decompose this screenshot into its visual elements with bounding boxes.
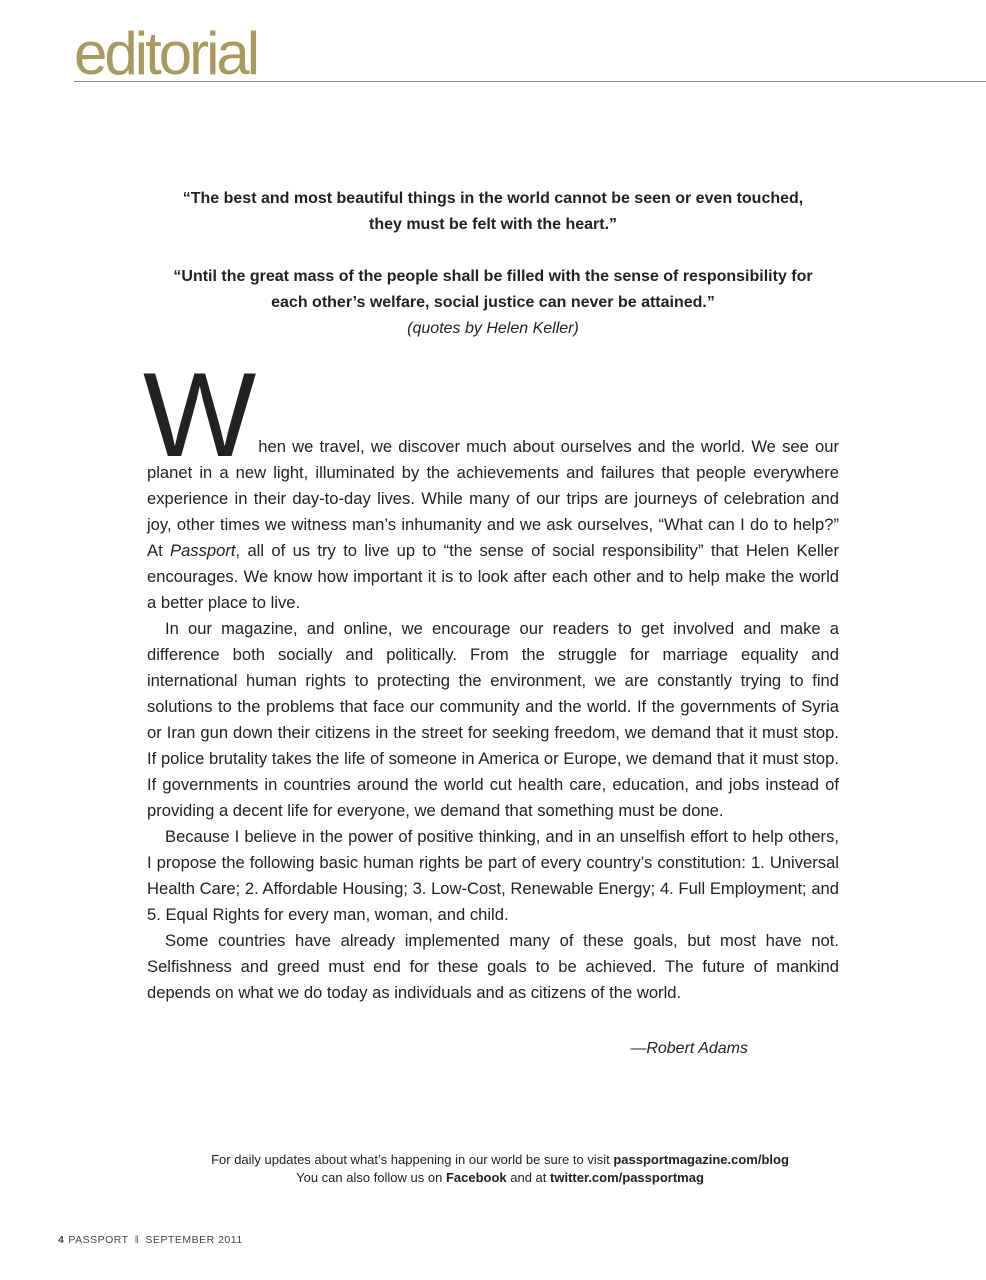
paragraph-2: In our magazine, and online, we encourage our readers to get involved and make a difference both socially and politically. From the struggle for marriage equality and international human rights to protecting the environment, we are constantly trying to find solutions to the problems that face our community and the world. If the governments of Syria or Iran gun down their citizens in the street for seeking freedom, we demand that it must stop. If police brutality takes the life of someone in America or Europe, we demand that it must stop. If governments in countries around the world cut health care, education, and jobs instead of providing a decent life for everyone, we demand that something must be done. <box>147 619 839 820</box>
footer-line-2-text-2: and at <box>506 1170 551 1185</box>
footer-line-2 <box>100 1169 900 1187</box>
author-signature: —Robert Adams <box>630 1040 748 1057</box>
quote-2-line-2: each other’s welfare, social justice can never be attained.” <box>271 294 715 311</box>
footer-line-1-text: For daily updates about what’s happening in our world be sure to visit <box>211 1152 614 1167</box>
blog-link[interactable]: passportmagazine.com/blog <box>613 1152 789 1167</box>
quotes-block <box>130 186 856 342</box>
footer-note <box>100 1151 900 1187</box>
paragraph-1-rest: , all of us try to live up to “the sense of social responsibility” that Helen Keller encourages. We know how important it is to look after each other and to help make the world a better place to live. <box>147 541 839 612</box>
footer-line-2-text-1: You can also follow us on <box>296 1170 446 1185</box>
issue-date: SEPTEMBER 2011 <box>145 1234 243 1246</box>
quote-gap <box>130 238 856 264</box>
article-body <box>143 348 839 1006</box>
paragraph-1 <box>143 348 839 616</box>
twitter-link[interactable]: twitter.com/passportmag <box>550 1170 704 1185</box>
magazine-name: PASSPORT <box>68 1234 129 1246</box>
paragraph-3: Because I believe in the power of positive thinking, and in an unselfish effort to help others, I propose the following basic human rights be part of every country’s constitution: 1. Universal Health Care; 2. Affordable Housing; 3. Low-Cost, Renewable Energy; 4. Full Employment; and 5. Equal Rights for every man, woman, and child. <box>147 827 839 924</box>
quote-1-line-1: “The best and most beautiful things in the world cannot be seen or even touched, <box>182 190 804 207</box>
quote-2-line-1: “Until the great mass of the people shall be filled with the sense of responsibility for <box>173 268 813 285</box>
quote-attribution: (quotes by Helen Keller) <box>407 320 579 337</box>
page-folio <box>58 1234 243 1246</box>
magazine-name-italic: Passport <box>170 541 236 560</box>
drop-cap: W <box>143 348 257 482</box>
quote-1-line-2: they must be felt with the heart.” <box>368 216 618 233</box>
footer-line-1 <box>100 1151 900 1169</box>
paragraph-4: Some countries have already implemented many of these goals, but most have not. Selfishness and greed must end for these goals to be achieved. The future of mankind depends on what we do today as individuals and as citizens of the world. <box>147 931 839 1002</box>
paragraph-1-text: hen we travel, we discover much about ourselves and the world. We see our planet in a new light, illuminated by the achievements and failures that people everywhere experience in their day-to-day lives. While many of our trips are journeys of celebration and joy, other times we witness man’s inhumanity and we ask ourselves, “What can I do to help?” At <box>147 437 839 560</box>
title-divider <box>74 81 986 82</box>
facebook-link[interactable]: Facebook <box>445 1170 507 1185</box>
section-title: editorial <box>74 20 258 87</box>
folio-separator: ‖ <box>134 1234 140 1246</box>
page-number: 4 <box>58 1234 65 1246</box>
